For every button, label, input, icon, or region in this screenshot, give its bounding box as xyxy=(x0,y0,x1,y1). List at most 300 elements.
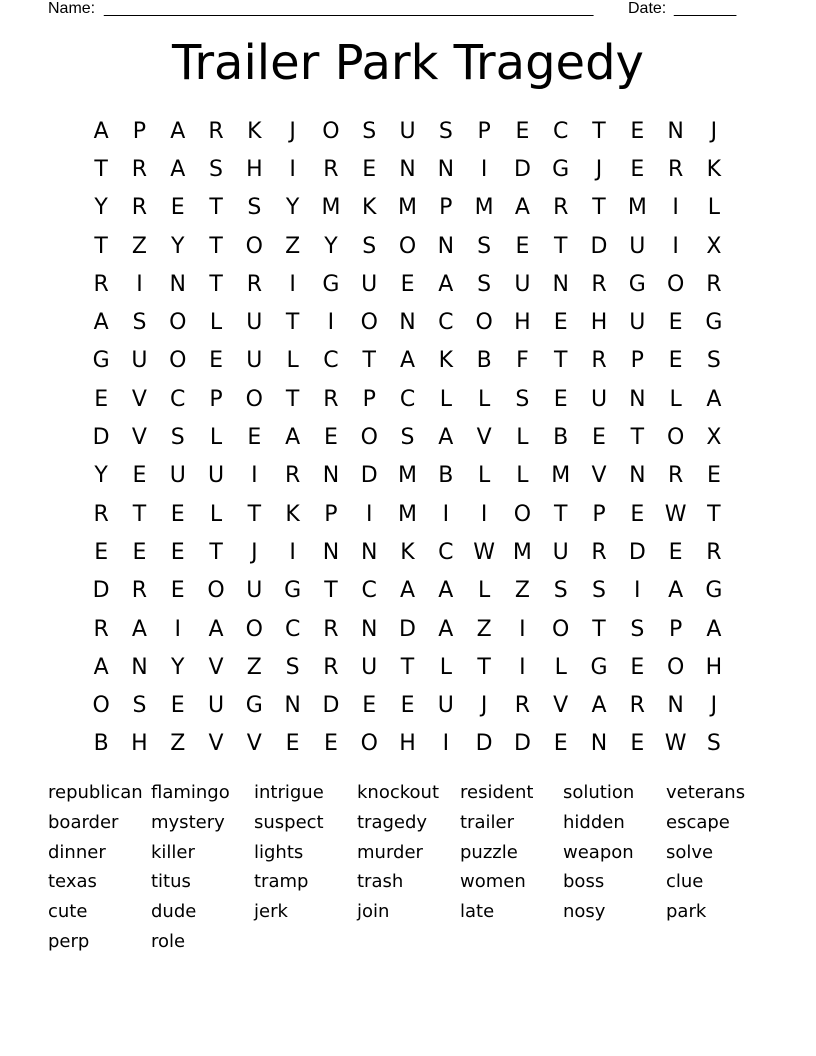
grid-letter[interactable]: D xyxy=(92,578,110,604)
grid-letter[interactable]: A xyxy=(93,118,109,144)
grid-letter[interactable]: A xyxy=(170,156,186,182)
grid-letter[interactable]: V xyxy=(553,693,569,719)
grid-letter[interactable]: N xyxy=(552,271,569,297)
grid-letter[interactable]: S xyxy=(285,654,300,680)
grid-letter[interactable]: Y xyxy=(324,233,338,259)
grid-letter[interactable]: E xyxy=(515,233,530,259)
grid-letter[interactable]: R xyxy=(323,654,339,680)
grid-letter[interactable]: T xyxy=(132,501,147,527)
grid-letter[interactable]: G xyxy=(284,578,302,604)
grid-letter[interactable]: I xyxy=(442,731,450,757)
grid-letter[interactable]: V xyxy=(131,386,147,412)
grid-letter[interactable]: N xyxy=(322,463,340,489)
grid-letter[interactable]: K xyxy=(400,539,415,565)
grid-letter[interactable]: S xyxy=(592,578,606,604)
grid-letter[interactable]: R xyxy=(323,616,339,642)
grid-letter[interactable]: T xyxy=(362,348,376,374)
grid-letter[interactable]: V xyxy=(208,654,224,680)
grid-letter[interactable]: D xyxy=(322,693,340,719)
grid-letter[interactable]: H xyxy=(514,310,531,336)
grid-letter[interactable]: O xyxy=(322,118,340,144)
grid-letter[interactable]: O xyxy=(245,386,263,412)
grid-letter[interactable]: O xyxy=(169,348,187,374)
grid-letter[interactable]: I xyxy=(174,616,181,642)
grid-letter[interactable]: M xyxy=(398,501,418,527)
grid-letter[interactable]: M xyxy=(551,463,571,489)
grid-letter[interactable]: H xyxy=(399,731,416,757)
grid-letter[interactable]: R xyxy=(591,271,607,297)
grid-letter[interactable]: S xyxy=(132,310,147,336)
grid-letter[interactable]: Z xyxy=(170,731,186,757)
grid-letter[interactable]: E xyxy=(170,539,185,565)
grid-letter[interactable]: R xyxy=(667,156,684,182)
grid-letter[interactable]: N xyxy=(667,693,684,719)
grid-letter[interactable]: E xyxy=(285,731,300,757)
grid-letter[interactable]: R xyxy=(591,348,607,374)
grid-letter[interactable]: P xyxy=(362,386,376,412)
grid-letter[interactable]: I xyxy=(519,616,526,642)
grid-letter[interactable]: A xyxy=(438,425,454,451)
grid-letter[interactable]: R xyxy=(208,118,224,144)
grid-letter[interactable]: R xyxy=(706,539,722,565)
grid-letter[interactable]: Z xyxy=(131,233,147,259)
grid-letter[interactable]: I xyxy=(365,501,373,527)
grid-letter[interactable]: E xyxy=(132,463,147,489)
grid-letter[interactable]: J xyxy=(710,693,718,719)
grid-letter[interactable]: R xyxy=(591,539,607,565)
grid-letter[interactable]: L xyxy=(209,501,223,527)
grid-letter[interactable]: Z xyxy=(476,616,492,642)
grid-letter[interactable]: L xyxy=(516,425,529,451)
grid-letter[interactable]: V xyxy=(476,425,492,451)
grid-letter[interactable]: C xyxy=(361,578,377,604)
grid-letter[interactable]: T xyxy=(553,348,568,374)
grid-letter[interactable]: T xyxy=(94,156,108,182)
grid-letter[interactable]: L xyxy=(669,386,682,412)
grid-letter[interactable]: A xyxy=(208,616,224,642)
grid-letter[interactable]: I xyxy=(251,463,258,489)
grid-letter[interactable]: J xyxy=(251,539,258,565)
grid-letter[interactable]: K xyxy=(706,156,722,182)
grid-letter[interactable]: R xyxy=(323,156,339,182)
grid-letter[interactable]: B xyxy=(93,731,109,757)
grid-letter[interactable]: P xyxy=(477,118,491,144)
grid-letter[interactable]: U xyxy=(629,233,646,259)
grid-letter[interactable]: N xyxy=(399,156,416,182)
grid-letter[interactable]: T xyxy=(209,195,223,221)
grid-letter[interactable]: Z xyxy=(514,578,530,604)
grid-letter[interactable]: U xyxy=(552,539,569,565)
grid-letter[interactable]: R xyxy=(93,616,109,642)
grid-letter[interactable]: L xyxy=(554,654,567,680)
grid-letter[interactable]: V xyxy=(246,731,262,757)
grid-letter[interactable]: A xyxy=(438,578,454,604)
grid-letter[interactable]: W xyxy=(664,731,687,757)
grid-letter[interactable]: P xyxy=(668,616,683,642)
grid-letter[interactable]: D xyxy=(360,463,378,489)
grid-letter[interactable]: W xyxy=(473,539,495,565)
grid-letter[interactable]: S xyxy=(706,348,721,374)
grid-letter[interactable]: O xyxy=(513,501,532,527)
grid-letter[interactable]: U xyxy=(629,310,646,336)
grid-letter[interactable]: R xyxy=(246,271,262,297)
grid-letter[interactable]: T xyxy=(400,654,415,680)
grid-letter[interactable]: D xyxy=(513,731,531,757)
grid-letter[interactable]: T xyxy=(477,654,491,680)
grid-letter[interactable]: I xyxy=(672,233,679,259)
grid-letter[interactable]: L xyxy=(286,348,299,374)
grid-letter[interactable]: G xyxy=(705,578,723,604)
word-list-item: dude xyxy=(151,901,197,923)
grid-letter[interactable]: E xyxy=(630,501,645,527)
grid-letter[interactable]: A xyxy=(93,310,109,336)
grid-letter[interactable]: N xyxy=(437,233,455,259)
grid-letter[interactable]: I xyxy=(442,501,450,527)
grid-letter[interactable]: U xyxy=(169,463,186,489)
grid-letter[interactable]: R xyxy=(131,195,148,221)
grid-letter[interactable]: P xyxy=(209,386,223,412)
grid-letter[interactable]: G xyxy=(245,693,263,719)
grid-letter[interactable]: C xyxy=(323,348,339,374)
grid-letter[interactable]: Y xyxy=(171,654,185,680)
grid-letter[interactable]: H xyxy=(590,310,608,336)
grid-letter[interactable]: H xyxy=(705,654,723,680)
grid-letter[interactable]: U xyxy=(246,578,263,604)
grid-letter[interactable]: M xyxy=(398,463,418,489)
grid-letter[interactable]: C xyxy=(170,386,186,412)
grid-letter[interactable]: A xyxy=(399,348,416,374)
grid-letter[interactable]: I xyxy=(519,654,526,680)
grid-letter[interactable]: S xyxy=(630,616,645,642)
name-field-line[interactable]: _______________________________________________________ xyxy=(104,0,594,17)
grid-letter[interactable]: O xyxy=(92,693,110,719)
grid-letter[interactable]: E xyxy=(94,386,109,412)
grid-letter[interactable]: B xyxy=(553,425,569,451)
grid-letter[interactable]: U xyxy=(207,693,225,719)
grid-letter[interactable]: O xyxy=(245,233,263,259)
grid-letter[interactable]: S xyxy=(400,425,415,451)
grid-letter[interactable]: E xyxy=(170,693,185,719)
word-list-item: solve xyxy=(666,841,714,863)
grid-letter[interactable]: N xyxy=(629,386,646,412)
grid-letter[interactable]: E xyxy=(553,310,568,336)
grid-letter[interactable]: T xyxy=(707,501,721,527)
grid-letter[interactable]: C xyxy=(553,118,569,144)
date-label: Date: xyxy=(628,0,667,17)
grid-letter[interactable]: R xyxy=(131,156,148,182)
grid-letter[interactable]: S xyxy=(209,156,224,182)
grid-letter[interactable]: I xyxy=(480,156,488,182)
grid-letter[interactable]: Y xyxy=(285,195,300,221)
grid-letter[interactable]: U xyxy=(514,271,531,297)
grid-letter[interactable]: E xyxy=(630,118,645,144)
grid-letter[interactable]: T xyxy=(592,195,606,221)
grid-letter[interactable]: N xyxy=(322,539,340,565)
grid-letter[interactable]: O xyxy=(360,425,378,451)
grid-letter[interactable]: B xyxy=(476,348,492,374)
grid-letter[interactable]: V xyxy=(131,425,147,451)
grid-letter[interactable]: A xyxy=(706,616,722,642)
grid-letter[interactable]: J xyxy=(595,156,603,182)
grid-letter[interactable]: A xyxy=(591,693,607,719)
grid-letter[interactable]: X xyxy=(706,233,722,259)
grid-letter[interactable]: N xyxy=(360,616,378,642)
grid-letter[interactable]: I xyxy=(480,501,488,527)
grid-letter[interactable]: N xyxy=(437,156,455,182)
grid-letter[interactable]: O xyxy=(360,310,378,336)
grid-letter[interactable]: T xyxy=(592,118,606,144)
grid-letter[interactable]: D xyxy=(92,425,110,451)
grid-letter[interactable]: L xyxy=(439,654,452,680)
grid-letter[interactable]: R xyxy=(514,693,531,719)
word-list-item: mystery xyxy=(151,811,225,833)
grid-letter[interactable]: E xyxy=(668,348,683,374)
grid-letter[interactable]: L xyxy=(439,386,452,412)
grid-letter[interactable]: I xyxy=(289,156,296,182)
grid-letter[interactable]: C xyxy=(438,310,454,336)
grid-letter[interactable]: O xyxy=(666,425,685,451)
grid-letter[interactable]: A xyxy=(285,425,301,451)
grid-letter[interactable]: S xyxy=(132,693,147,719)
grid-letter[interactable]: E xyxy=(400,271,415,297)
grid-letter[interactable]: A xyxy=(438,616,454,642)
grid-letter[interactable]: L xyxy=(209,310,223,336)
grid-letter[interactable]: S xyxy=(477,271,492,297)
grid-letter[interactable]: E xyxy=(94,539,109,565)
grid-letter[interactable]: E xyxy=(209,348,223,374)
grid-letter[interactable]: D xyxy=(590,233,608,259)
grid-letter[interactable]: O xyxy=(552,616,570,642)
grid-letter[interactable]: D xyxy=(475,731,493,757)
grid-letter[interactable]: N xyxy=(131,654,148,680)
grid-letter[interactable]: A xyxy=(170,118,186,144)
word-list-item: republican xyxy=(48,782,143,803)
grid-letter[interactable]: W xyxy=(664,501,687,527)
grid-letter[interactable]: M xyxy=(512,539,532,565)
grid-letter[interactable]: F xyxy=(516,348,529,374)
grid-letter[interactable]: U xyxy=(437,693,454,719)
grid-letter[interactable]: T xyxy=(285,310,300,336)
grid-letter[interactable]: E xyxy=(515,118,530,144)
grid-letter[interactable]: R xyxy=(323,386,339,412)
grid-letter[interactable]: E xyxy=(132,539,147,565)
grid-letter[interactable]: S xyxy=(247,195,262,221)
grid-letter[interactable]: M xyxy=(398,195,418,221)
grid-letter[interactable]: S xyxy=(438,118,453,144)
grid-letter[interactable]: S xyxy=(362,118,377,144)
grid-letter[interactable]: A xyxy=(706,386,722,412)
grid-letter[interactable]: N xyxy=(667,118,684,144)
grid-letter[interactable]: O xyxy=(666,271,685,297)
grid-letter[interactable]: P xyxy=(324,501,338,527)
grid-letter[interactable]: U xyxy=(131,348,148,374)
grid-letter[interactable]: E xyxy=(170,578,185,604)
grid-letter[interactable]: O xyxy=(360,731,378,757)
grid-letter[interactable]: S xyxy=(706,731,721,757)
grid-letter[interactable]: C xyxy=(284,616,301,642)
grid-letter[interactable]: P xyxy=(132,118,147,144)
grid-letter[interactable]: D xyxy=(513,156,531,182)
grid-letter[interactable]: T xyxy=(209,539,223,565)
grid-letter[interactable]: E xyxy=(553,386,568,412)
grid-letter[interactable]: Z xyxy=(246,654,262,680)
grid-letter[interactable]: E xyxy=(706,463,721,489)
grid-letter[interactable]: K xyxy=(362,195,377,221)
grid-letter[interactable]: M xyxy=(321,195,341,221)
grid-letter[interactable]: R xyxy=(284,463,301,489)
word-list-item: lights xyxy=(254,841,304,863)
grid-letter[interactable]: U xyxy=(207,463,225,489)
grid-letter[interactable]: Y xyxy=(171,233,185,259)
grid-letter[interactable]: I xyxy=(289,539,296,565)
grid-letter[interactable]: T xyxy=(247,501,262,527)
grid-letter[interactable]: U xyxy=(361,271,378,297)
grid-letter[interactable]: E xyxy=(630,654,645,680)
grid-letter[interactable]: N xyxy=(360,539,378,565)
grid-letter[interactable]: Y xyxy=(94,195,108,221)
grid-letter[interactable]: K xyxy=(285,501,300,527)
grid-letter[interactable]: D xyxy=(399,616,416,642)
grid-letter[interactable]: T xyxy=(553,501,568,527)
grid-letter[interactable]: U xyxy=(590,386,608,412)
grid-letter[interactable]: E xyxy=(630,156,645,182)
grid-letter[interactable]: R xyxy=(629,693,645,719)
grid-letter[interactable]: E xyxy=(592,425,606,451)
grid-letter[interactable]: I xyxy=(289,271,296,297)
grid-letter[interactable]: G xyxy=(628,271,646,297)
grid-letter[interactable]: G xyxy=(92,348,110,374)
grid-letter[interactable]: Y xyxy=(94,463,108,489)
grid-letter[interactable]: H xyxy=(131,731,148,757)
grid-letter[interactable]: O xyxy=(169,310,187,336)
grid-letter[interactable]: T xyxy=(592,616,606,642)
grid-letter[interactable]: O xyxy=(398,233,417,259)
grid-letter[interactable]: M xyxy=(627,195,647,221)
grid-letter[interactable]: L xyxy=(477,463,491,489)
grid-letter[interactable]: A xyxy=(399,578,416,604)
grid-letter[interactable]: I xyxy=(672,195,679,221)
grid-letter[interactable]: E xyxy=(630,731,645,757)
grid-letter[interactable]: A xyxy=(131,616,147,642)
grid-letter[interactable]: G xyxy=(705,310,723,336)
grid-letter[interactable]: S xyxy=(553,578,568,604)
grid-letter[interactable]: I xyxy=(136,271,143,297)
grid-letter[interactable]: U xyxy=(399,118,416,144)
grid-letter[interactable]: Z xyxy=(285,233,301,259)
grid-letter[interactable]: L xyxy=(477,578,491,604)
grid-letter[interactable]: U xyxy=(246,348,263,374)
grid-letter[interactable]: E xyxy=(362,156,377,182)
word-list-item: cute xyxy=(48,901,88,923)
grid-letter[interactable]: N xyxy=(169,271,186,297)
grid-letter[interactable]: E xyxy=(323,425,338,451)
grid-letter[interactable]: E xyxy=(400,693,415,719)
grid-letter[interactable]: E xyxy=(553,731,568,757)
grid-letter[interactable]: J xyxy=(710,118,718,144)
grid-letter[interactable]: A xyxy=(93,654,109,680)
grid-letter[interactable]: P xyxy=(592,501,606,527)
grid-letter[interactable]: K xyxy=(438,348,454,374)
grid-letter[interactable]: T xyxy=(209,233,223,259)
grid-letter[interactable]: X xyxy=(706,425,722,451)
grid-letter[interactable]: D xyxy=(628,539,646,565)
grid-letter[interactable]: L xyxy=(477,386,491,412)
grid-letter[interactable]: M xyxy=(474,195,494,221)
grid-letter[interactable]: A xyxy=(514,195,530,221)
grid-letter[interactable]: E xyxy=(362,693,377,719)
grid-letter[interactable]: O xyxy=(666,654,685,680)
grid-letter[interactable]: L xyxy=(209,425,223,451)
grid-letter[interactable]: J xyxy=(289,118,296,144)
grid-letter[interactable]: N xyxy=(284,693,301,719)
grid-letter[interactable]: U xyxy=(361,654,378,680)
grid-letter[interactable]: E xyxy=(668,539,683,565)
grid-letter[interactable]: S xyxy=(515,386,530,412)
grid-letter[interactable]: A xyxy=(668,578,684,604)
grid-letter[interactable]: E xyxy=(323,731,338,757)
grid-letter[interactable]: V xyxy=(208,731,224,757)
grid-letter[interactable]: N xyxy=(399,310,416,336)
grid-letter[interactable]: L xyxy=(707,195,721,221)
grid-letter[interactable]: E xyxy=(247,425,262,451)
grid-letter[interactable]: C xyxy=(438,539,454,565)
grid-letter[interactable]: G xyxy=(552,156,570,182)
grid-letter[interactable]: T xyxy=(553,233,568,259)
word-list-item: nosy xyxy=(563,901,606,923)
grid-letter[interactable]: R xyxy=(667,463,684,489)
grid-letter[interactable]: T xyxy=(324,578,338,604)
grid-letter[interactable]: I xyxy=(327,310,335,336)
grid-letter[interactable]: E xyxy=(170,501,185,527)
grid-letter[interactable]: E xyxy=(668,310,683,336)
grid-letter[interactable]: K xyxy=(247,118,262,144)
grid-letter[interactable]: P xyxy=(439,195,453,221)
grid-letter[interactable]: R xyxy=(553,195,569,221)
grid-letter[interactable]: S xyxy=(477,233,492,259)
grid-letter[interactable]: N xyxy=(590,731,608,757)
grid-letter[interactable]: S xyxy=(170,425,185,451)
grid-letter[interactable]: B xyxy=(438,463,454,489)
grid-letter[interactable]: S xyxy=(362,233,377,259)
grid-letter[interactable]: L xyxy=(516,463,529,489)
grid-letter[interactable]: T xyxy=(209,271,223,297)
grid-letter[interactable]: I xyxy=(634,578,641,604)
grid-letter[interactable]: O xyxy=(475,310,493,336)
grid-letter[interactable]: O xyxy=(245,616,263,642)
grid-letter[interactable]: R xyxy=(706,271,722,297)
word-list-item: tramp xyxy=(254,871,309,893)
grid-letter[interactable]: T xyxy=(630,425,645,451)
grid-letter[interactable]: P xyxy=(630,348,644,374)
grid-letter[interactable]: J xyxy=(480,693,488,719)
grid-letter[interactable]: T xyxy=(285,386,300,412)
grid-letter[interactable]: A xyxy=(438,271,454,297)
grid-letter[interactable]: G xyxy=(322,271,340,297)
grid-letter[interactable]: T xyxy=(94,233,108,259)
grid-letter[interactable]: R xyxy=(93,271,109,297)
grid-letter[interactable]: U xyxy=(246,310,263,336)
grid-letter[interactable]: G xyxy=(590,654,608,680)
grid-letter[interactable]: V xyxy=(591,463,607,489)
grid-letter[interactable]: R xyxy=(93,501,109,527)
grid-letter[interactable]: R xyxy=(131,578,148,604)
grid-letter[interactable]: C xyxy=(399,386,416,412)
date-field-line[interactable]: _______ xyxy=(674,0,737,17)
grid-letter[interactable]: O xyxy=(207,578,225,604)
grid-letter[interactable]: E xyxy=(170,195,185,221)
grid-letter[interactable]: N xyxy=(629,463,646,489)
grid-letter[interactable]: H xyxy=(246,156,263,182)
